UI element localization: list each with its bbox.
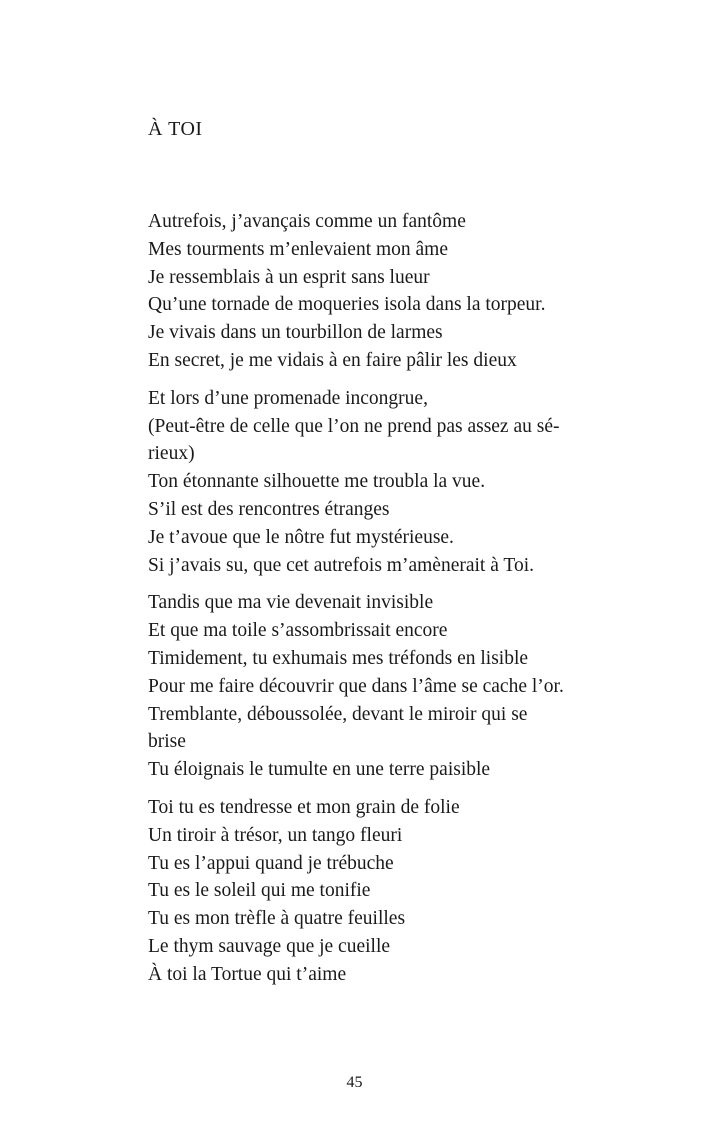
- poem-line: Je ressemblais à un esprit sans lueur: [148, 266, 430, 288]
- poem-body: [148, 208, 618, 999]
- poem-line: Toi tu es tendresse et mon grain de folie: [148, 796, 460, 818]
- poem-line: Je t’avoue que le nôtre fut mystérieuse.: [148, 526, 454, 548]
- poem-line: Mes tourments m’enlevaient mon âme: [148, 238, 449, 260]
- poem-line: Tremblante, déboussolée, devant le miroir qui se: [148, 703, 528, 725]
- poem-line: Qu’une tornade de moqueries isola dans la torpeur.: [148, 294, 546, 316]
- poem-line: Si j’avais su, que cet autrefois m’amènerait à Toi.: [148, 554, 534, 576]
- poem-line: S’il est des rencontres étranges: [148, 498, 390, 520]
- page-number: 45: [346, 1074, 363, 1091]
- poem-line: rieux): [148, 443, 195, 465]
- poem-line: Et lors d’une promenade incongrue,: [148, 387, 428, 409]
- poem-line: Ton étonnante silhouette me troubla la vue.: [148, 471, 486, 493]
- stanza-4: [148, 794, 618, 989]
- poem-line: Tu éloignais le tumulte en une terre paisible: [148, 759, 491, 781]
- stanza-1: [148, 208, 618, 375]
- poem-line: Timidement, tu exhumais mes tréfonds en lisible: [148, 647, 529, 669]
- poem-line: Tu es le soleil qui me tonifie: [148, 880, 371, 902]
- poem-line: Le thym sauvage que je cueille: [148, 935, 391, 957]
- poem-line: Un tiroir à trésor, un tango fleuri: [148, 824, 403, 846]
- poem-title: À TOI: [148, 118, 203, 140]
- stanza-2: [148, 385, 618, 580]
- poem-line: Je vivais dans un tourbillon de larmes: [148, 322, 443, 344]
- stanza-3: [148, 589, 618, 784]
- poem-line: Tu es mon trèfle à quatre feuilles: [148, 908, 406, 930]
- poem-line: Tandis que ma vie devenait invisible: [148, 592, 434, 614]
- poem-line: Pour me faire découvrir que dans l’âme se cache l’or.: [148, 675, 564, 697]
- poem-line: Et que ma toile s’assombrissait encore: [148, 620, 448, 642]
- poem-line: Autrefois, j’avançais comme un fantôme: [148, 211, 466, 232]
- poem-line: (Peut-être de celle que l’on ne prend pas assez au sé-: [148, 415, 560, 437]
- poem-line: Tu es l’appui quand je trébuche: [148, 852, 394, 874]
- poem-line: À toi la Tortue qui t’aime: [148, 963, 347, 985]
- poem-line: En secret, je me vidais à en faire pâlir les dieux: [148, 349, 517, 371]
- poem-line: brise: [148, 731, 186, 753]
